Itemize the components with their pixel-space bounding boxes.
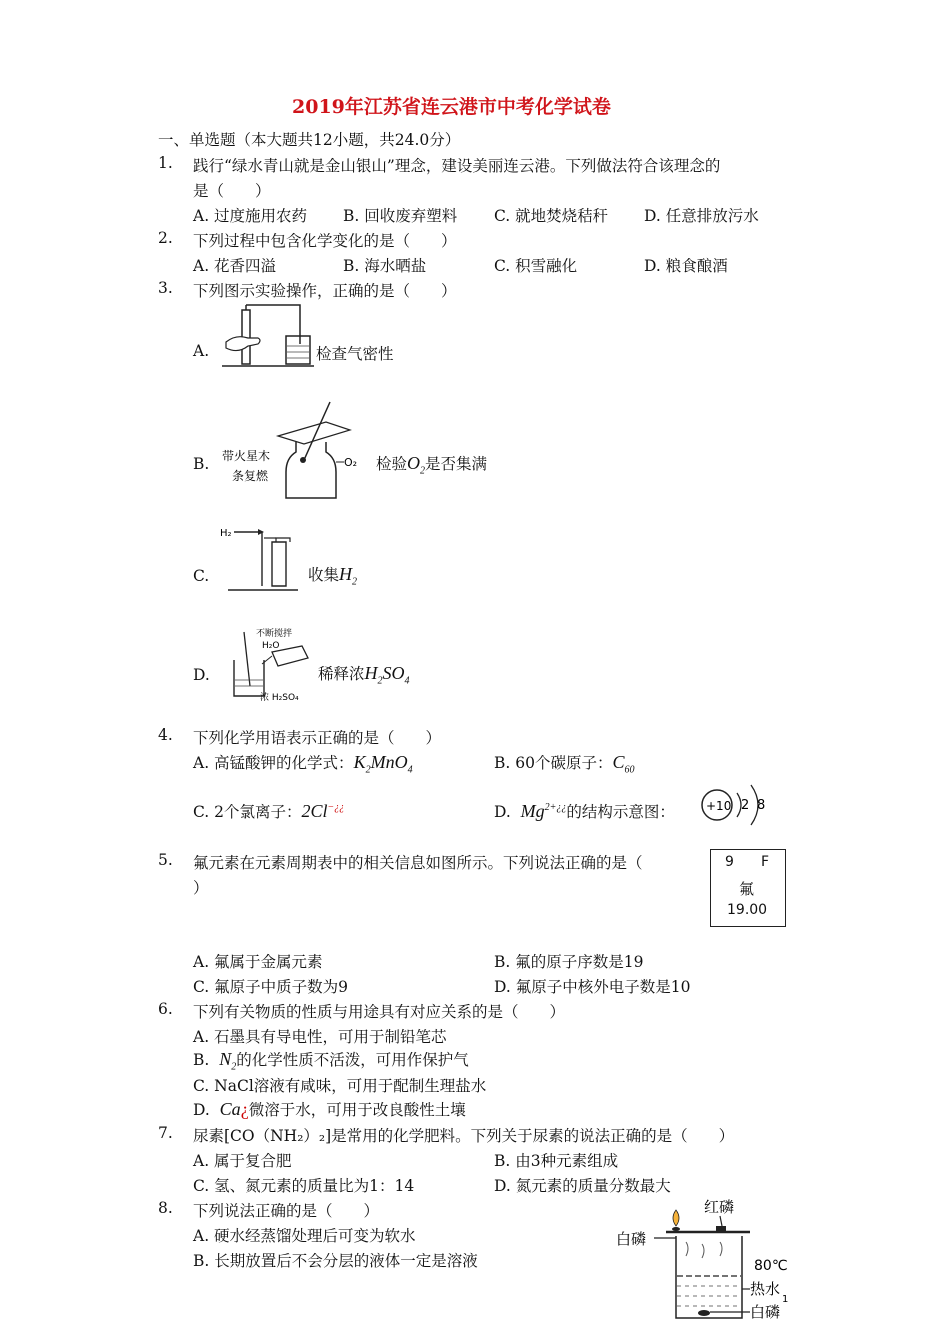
q7-option-b: B. 由3种元素组成 — [494, 1152, 619, 1170]
q3-b-text-pre: 检验 — [376, 455, 408, 473]
q6-b-label: B. — [193, 1051, 210, 1069]
q7-number: 7. — [158, 1124, 173, 1142]
q1-stem-cont: 是（ ） — [193, 182, 271, 200]
fig-label-hot-water: 热水 — [750, 1280, 781, 1298]
ion-structure-diagram — [697, 781, 773, 829]
q7-option-c: C. 氢、氮元素的质量比为1：14 — [193, 1177, 415, 1195]
element-symbol: F — [761, 854, 770, 870]
page-title: 2019年江苏省连云港市中考化学试卷 — [292, 96, 611, 118]
formula-c60: $C_{60}$ — [612, 752, 635, 776]
q3-c-text: 收集 — [308, 566, 340, 584]
q5-option-c: C. 氟原子中质子数为9 — [193, 978, 349, 996]
fig-label-white-phosphorus-top: 白磷 — [616, 1230, 647, 1248]
q3-d-text: 稀释浓 — [318, 665, 365, 683]
q7-stem: 尿素[CO（NH₂）₂]是常用的化学肥料。下列关于尿素的说法正确的是（ ） — [193, 1127, 735, 1145]
q8-stem: 下列说法正确的是（ ） — [193, 1202, 380, 1220]
q3-option-b-text — [376, 452, 487, 477]
q1-option-a: A. 过度施用农药 — [193, 207, 308, 225]
q6-stem: 下列有关物质的性质与用途具有对应关系的是（ ） — [193, 1003, 566, 1021]
formula-h2so4: $H_2SO_4$ — [364, 663, 410, 687]
q4-d-text: 的结构示意图： — [566, 803, 675, 821]
fig-label-stir: 不断搅拌 — [256, 629, 293, 639]
q6-d-label: D. — [193, 1101, 210, 1119]
q2-number: 2. — [158, 229, 173, 247]
formula-o2: $O_2$ — [407, 453, 426, 477]
q2-option-d: D. 粮食酿酒 — [644, 257, 728, 275]
q6-d-text: 微溶于水，可用于改良酸性土壤 — [248, 1101, 466, 1119]
q5-stem: 氟元素在元素周期表中的相关信息如图所示。下列说法正确的是（ — [193, 854, 643, 872]
q2-option-b: B. 海水晒盐 — [343, 257, 427, 275]
q8-option-a: A. 硬水经蒸馏处理后可变为软水 — [193, 1227, 416, 1245]
q2-stem: 下列过程中包含化学变化的是（ ） — [193, 232, 457, 250]
combustion-experiment-figure — [616, 1196, 792, 1326]
atomic-number: 9 — [725, 854, 734, 870]
q4-stem: 下列化学用语表示正确的是（ ） — [193, 729, 442, 747]
q4-option-c — [193, 800, 344, 822]
q4-option-b — [494, 751, 634, 776]
q5-option-a: A. 氟属于金属元素 — [193, 953, 323, 971]
q2-option-c: C. 积雪融化 — [494, 257, 578, 275]
q6-option-c: C. NaCl溶液有咸味，可用于配制生理盐水 — [193, 1077, 487, 1095]
q4-number: 4. — [158, 726, 173, 744]
fig-label-one: 1 — [782, 1294, 789, 1305]
q3-option-a-text: 检查气密性 — [316, 345, 394, 363]
q3-option-d-label: D. — [193, 666, 210, 684]
formula-ca: Ca¿ — [219, 1099, 249, 1119]
section-heading: 一、单选题（本大题共12小题，共24.0分） — [158, 131, 461, 149]
atomic-mass: 19.00 — [727, 902, 768, 918]
fig-label-acid: 浓 H₂SO₄ — [260, 693, 299, 702]
q5-stem-cont: ） — [193, 879, 209, 897]
q4-a-text: A. 高锰酸钾的化学式： — [193, 754, 354, 772]
formula-n2: $N_2$ — [219, 1049, 237, 1073]
q7-option-d: D. 氮元素的质量分数最大 — [494, 1177, 671, 1195]
periodic-table-cell — [710, 849, 786, 927]
fig-label-h2: H₂ — [220, 528, 232, 539]
q3-option-a-label: A. — [193, 342, 210, 360]
formula-2cl: 2Cl−¿¿ — [301, 801, 345, 821]
q1-option-d: D. 任意排放污水 — [644, 207, 759, 225]
q6-b-text: 的化学性质不活泼，可用作保护气 — [236, 1051, 469, 1069]
fig-label-o2: O₂ — [344, 456, 358, 469]
q6-option-d — [193, 1098, 466, 1120]
q2-option-a: A. 花香四溢 — [193, 257, 277, 275]
formula-mg2plus: $Mg^{2+¿¿}$ — [520, 801, 567, 821]
q3-b-text-post: 是否集满 — [425, 455, 488, 473]
q3-option-d-text — [318, 662, 410, 687]
q6-number: 6. — [158, 1000, 173, 1018]
q4-option-d — [494, 800, 675, 822]
fig-label-white-phosphorus-bottom: 白磷 — [750, 1303, 781, 1321]
oxygen-test-figure — [218, 398, 368, 508]
q6-option-a: A. 石墨具有导电性，可用于制铅笔芯 — [193, 1028, 447, 1046]
q3-number: 3. — [158, 279, 173, 297]
airtightness-check-figure — [222, 302, 314, 370]
element-name: 氟 — [739, 880, 755, 898]
q4-option-a — [193, 751, 413, 776]
q5-option-d: D. 氟原子中核外电子数是10 — [494, 978, 691, 996]
q4-d-label: D. — [494, 803, 511, 821]
q8-number: 8. — [158, 1199, 173, 1217]
fig-label-splint: 带火星木 — [222, 449, 271, 463]
fig-label-water: H₂O — [262, 641, 280, 651]
fig-label-reignite: 条复燃 — [232, 469, 269, 483]
q1-stem: 践行“绿水青山就是金山银山”理念，建设美丽连云港。下列做法符合该理念的 — [193, 157, 721, 175]
fig-label-temperature: 80℃ — [754, 1258, 788, 1274]
nucleus-charge: +10 — [706, 799, 732, 813]
dilute-acid-figure — [222, 626, 318, 702]
shell-2: 8 — [757, 798, 766, 813]
shell-1: 2 — [741, 798, 750, 813]
q1-number: 1. — [158, 154, 173, 172]
q4-c-text: C. 2个氯离子： — [193, 803, 302, 821]
q1-option-b: B. 回收废弃塑料 — [343, 207, 458, 225]
formula-h2: $H_2$ — [339, 564, 358, 588]
formula-k2mno4: $K_2MnO_4$ — [353, 752, 413, 776]
q5-number: 5. — [158, 851, 173, 869]
collect-h2-figure — [218, 526, 308, 596]
q3-option-c-label: C. — [193, 567, 210, 585]
q3-stem: 下列图示实验操作，正确的是（ ） — [193, 282, 457, 300]
fig-label-red-phosphorus: 红磷 — [704, 1198, 735, 1216]
q3-option-c-text — [308, 563, 357, 588]
q7-option-a: A. 属于复合肥 — [193, 1152, 292, 1170]
q8-option-b: B. 长期放置后不会分层的液体一定是溶液 — [193, 1252, 478, 1270]
q4-b-text: B. 60个碳原子： — [494, 754, 613, 772]
q3-option-b-label: B. — [193, 455, 210, 473]
q5-option-b: B. 氟的原子序数是19 — [494, 953, 644, 971]
q6-option-b — [193, 1048, 469, 1073]
q1-option-c: C. 就地焚烧秸秆 — [494, 207, 609, 225]
